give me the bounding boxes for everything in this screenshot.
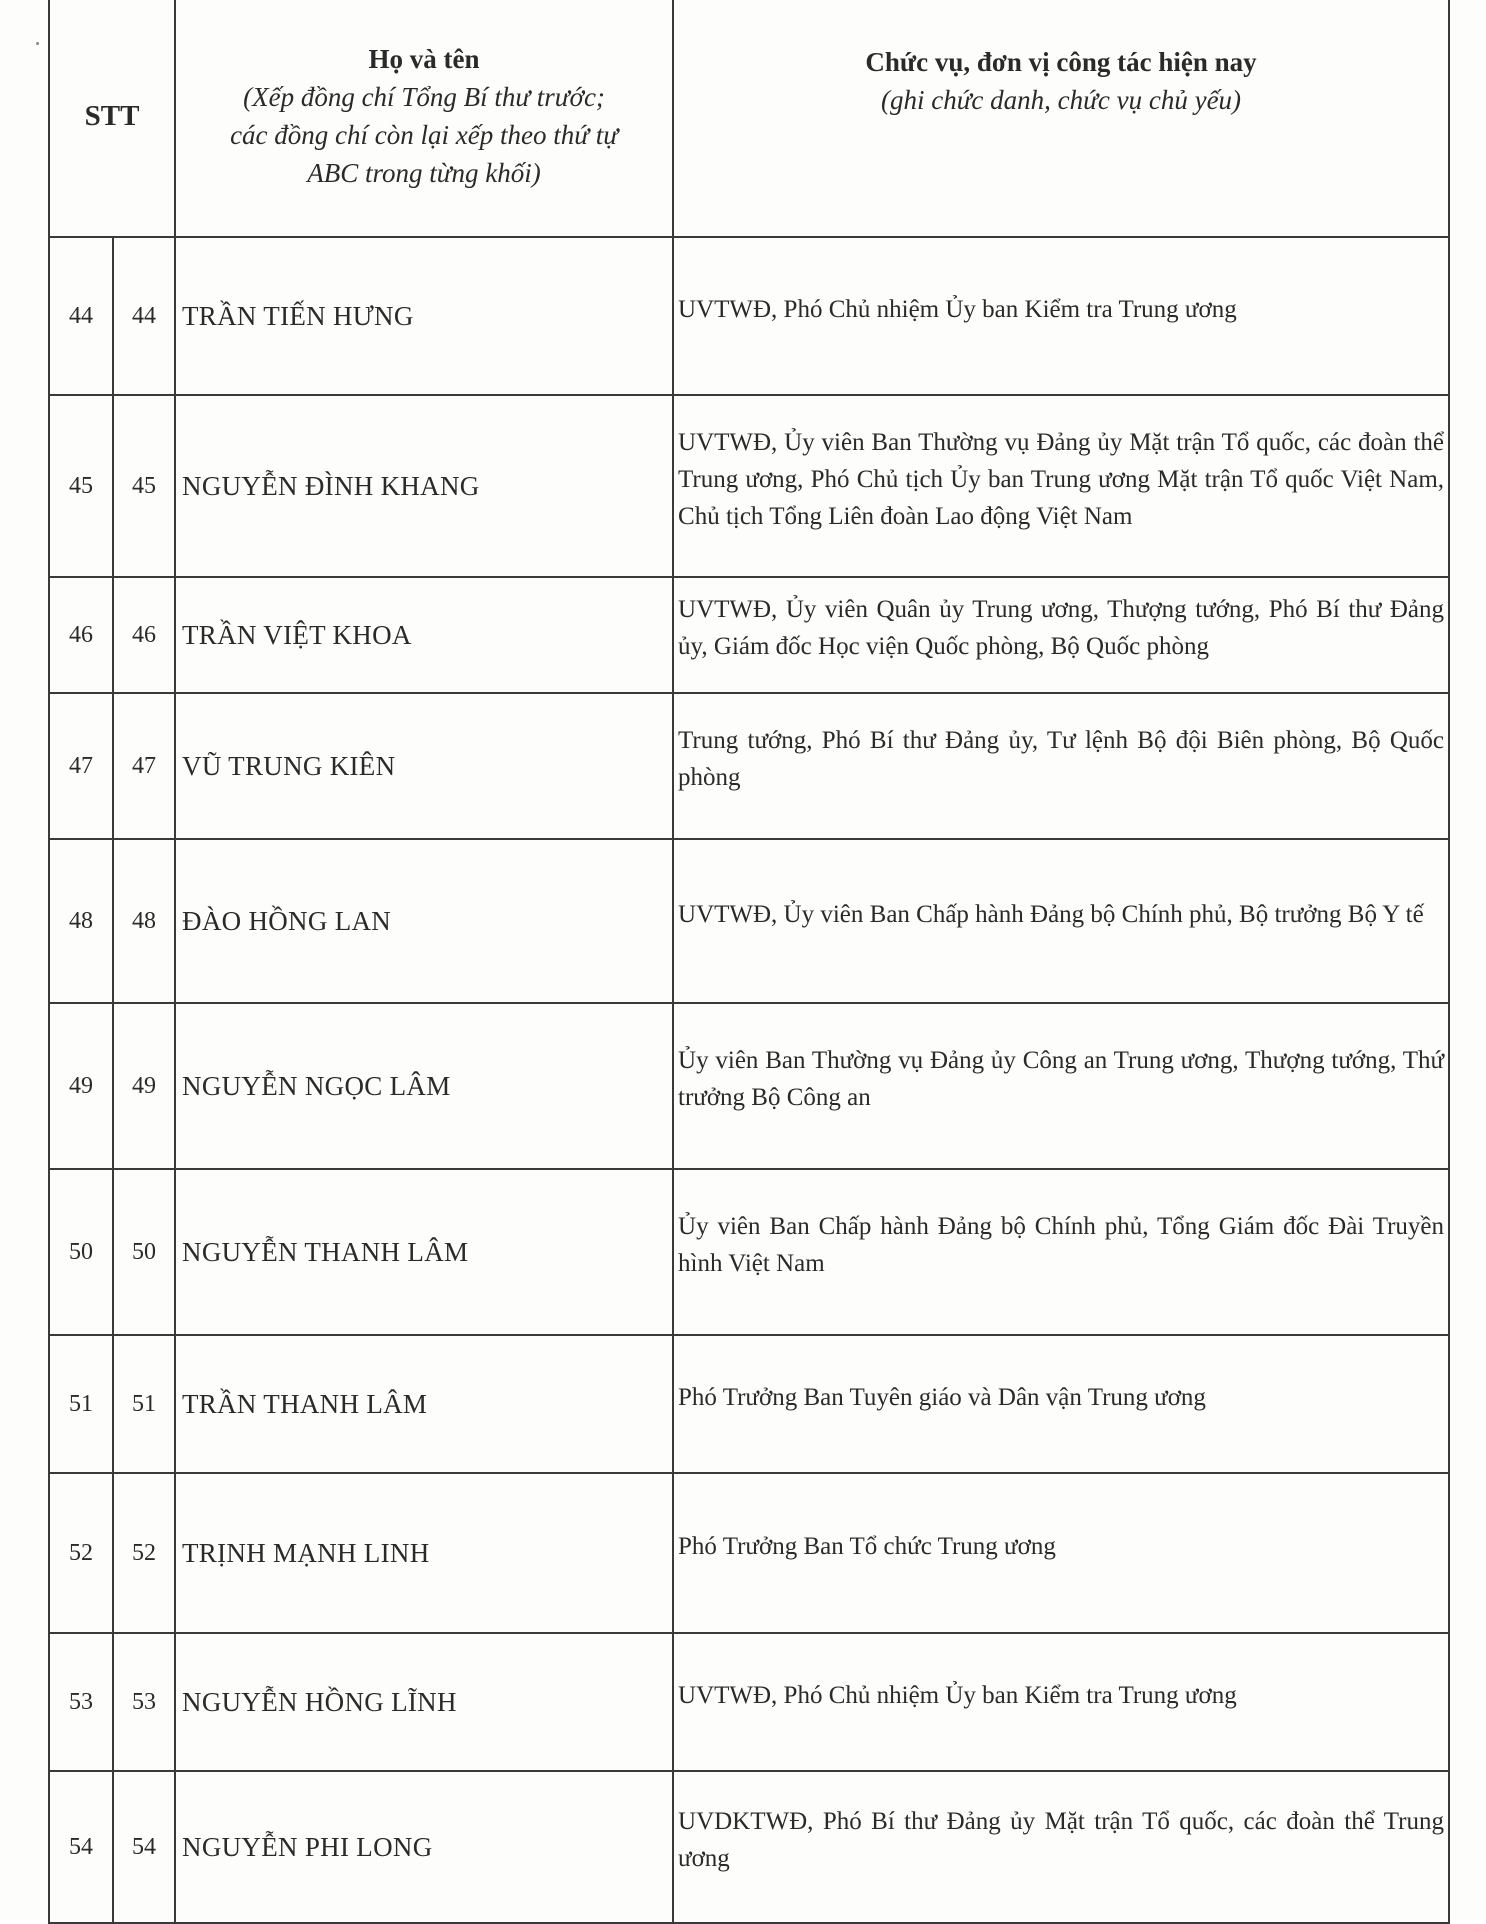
table-row — [49, 1771, 1449, 1923]
row-stt-sub: 49 — [113, 1003, 175, 1169]
row-role: Phó Trưởng Ban Tổ chức Trung ương — [673, 1473, 1449, 1633]
row-stt-sub: 44 — [113, 237, 175, 395]
row-name: NGUYỄN NGỌC LÂM — [175, 1003, 673, 1169]
row-stt: 45 — [49, 395, 113, 577]
row-role: UVTWĐ, Ủy viên Ban Thường vụ Đảng ủy Mặt trận Tổ quốc, các đoàn thể Trung ương, Phó Chủ tịch Ủy ban Trung ương Mặt trận Tổ quốc Việt Nam, Chủ tịch Tổng Liên đoàn Lao động Việt Nam — [673, 395, 1449, 577]
row-name: NGUYỄN ĐÌNH KHANG — [175, 395, 673, 577]
row-stt-sub: 53 — [113, 1633, 175, 1771]
header-stt: STT — [49, 0, 175, 237]
row-name: TRẦN THANH LÂM — [175, 1335, 673, 1473]
row-stt-sub: 46 — [113, 577, 175, 693]
row-name: NGUYỄN THANH LÂM — [175, 1169, 673, 1335]
row-stt: 53 — [49, 1633, 113, 1771]
row-stt: 52 — [49, 1473, 113, 1633]
row-stt: 47 — [49, 693, 113, 839]
table-row — [49, 1003, 1449, 1169]
row-name: NGUYỄN HỒNG LĨNH — [175, 1633, 673, 1771]
personnel-table — [48, 0, 1450, 1924]
row-role: UVTWĐ, Ủy viên Quân ủy Trung ương, Thượng tướng, Phó Bí thư Đảng ủy, Giám đốc Học viện Quốc phòng, Bộ Quốc phòng — [673, 577, 1449, 693]
row-role: UVDKTWĐ, Phó Bí thư Đảng ủy Mặt trận Tổ quốc, các đoàn thể Trung ương — [673, 1771, 1449, 1923]
table-row — [49, 577, 1449, 693]
row-role: UVTWĐ, Phó Chủ nhiệm Ủy ban Kiểm tra Trung ương — [673, 237, 1449, 395]
row-stt: 50 — [49, 1169, 113, 1335]
row-name: VŨ TRUNG KIÊN — [175, 693, 673, 839]
row-stt: 49 — [49, 1003, 113, 1169]
row-role: UVTWĐ, Phó Chủ nhiệm Ủy ban Kiểm tra Trung ương — [673, 1633, 1449, 1771]
row-stt-sub: 54 — [113, 1771, 175, 1923]
row-stt: 46 — [49, 577, 113, 693]
row-role: Trung tướng, Phó Bí thư Đảng ủy, Tư lệnh Bộ đội Biên phòng, Bộ Quốc phòng — [673, 693, 1449, 839]
row-name: TRẦN TIẾN HƯNG — [175, 237, 673, 395]
row-stt-sub: 52 — [113, 1473, 175, 1633]
row-name: TRẦN VIỆT KHOA — [175, 577, 673, 693]
row-stt-sub: 51 — [113, 1335, 175, 1473]
row-role: Ủy viên Ban Thường vụ Đảng ủy Công an Trung ương, Thượng tướng, Thứ trưởng Bộ Công an — [673, 1003, 1449, 1169]
table-row — [49, 1335, 1449, 1473]
header-name-note-line-2: các đồng chí còn lại xếp theo thứ tự — [230, 120, 618, 150]
header-name-column — [175, 0, 673, 237]
table-row — [49, 1473, 1449, 1633]
table-row — [49, 1169, 1449, 1335]
table-row — [49, 839, 1449, 1003]
row-stt-sub: 47 — [113, 693, 175, 839]
row-role: Phó Trưởng Ban Tuyên giáo và Dân vận Trung ương — [673, 1335, 1449, 1473]
header-row — [49, 0, 1449, 237]
header-role-column — [673, 0, 1449, 237]
row-stt: 44 — [49, 237, 113, 395]
table-row — [49, 237, 1449, 395]
row-name: TRỊNH MẠNH LINH — [175, 1473, 673, 1633]
header-name-note-line-3: ABC trong từng khối) — [307, 158, 541, 188]
header-name-note-line-1: (Xếp đồng chí Tổng Bí thư trước; — [243, 82, 605, 112]
table-row — [49, 395, 1449, 577]
row-stt: 54 — [49, 1771, 113, 1923]
table-row — [49, 1633, 1449, 1771]
row-name: NGUYỄN PHI LONG — [175, 1771, 673, 1923]
row-role: UVTWĐ, Ủy viên Ban Chấp hành Đảng bộ Chính phủ, Bộ trưởng Bộ Y tế — [673, 839, 1449, 1003]
row-stt: 51 — [49, 1335, 113, 1473]
row-role: Ủy viên Ban Chấp hành Đảng bộ Chính phủ, Tổng Giám đốc Đài Truyền hình Việt Nam — [673, 1169, 1449, 1335]
row-stt: 48 — [49, 839, 113, 1003]
row-stt-sub: 50 — [113, 1169, 175, 1335]
row-stt-sub: 45 — [113, 395, 175, 577]
row-stt-sub: 48 — [113, 839, 175, 1003]
header-role-note: (ghi chức danh, chức vụ chủ yếu) — [880, 85, 1242, 115]
header-role-title: Chức vụ, đơn vị công tác hiện nay — [865, 47, 1257, 77]
row-name: ĐÀO HỒNG LAN — [175, 839, 673, 1003]
scan-speck — [36, 42, 39, 45]
table-row — [49, 693, 1449, 839]
header-name-title: Họ và tên — [368, 44, 480, 74]
